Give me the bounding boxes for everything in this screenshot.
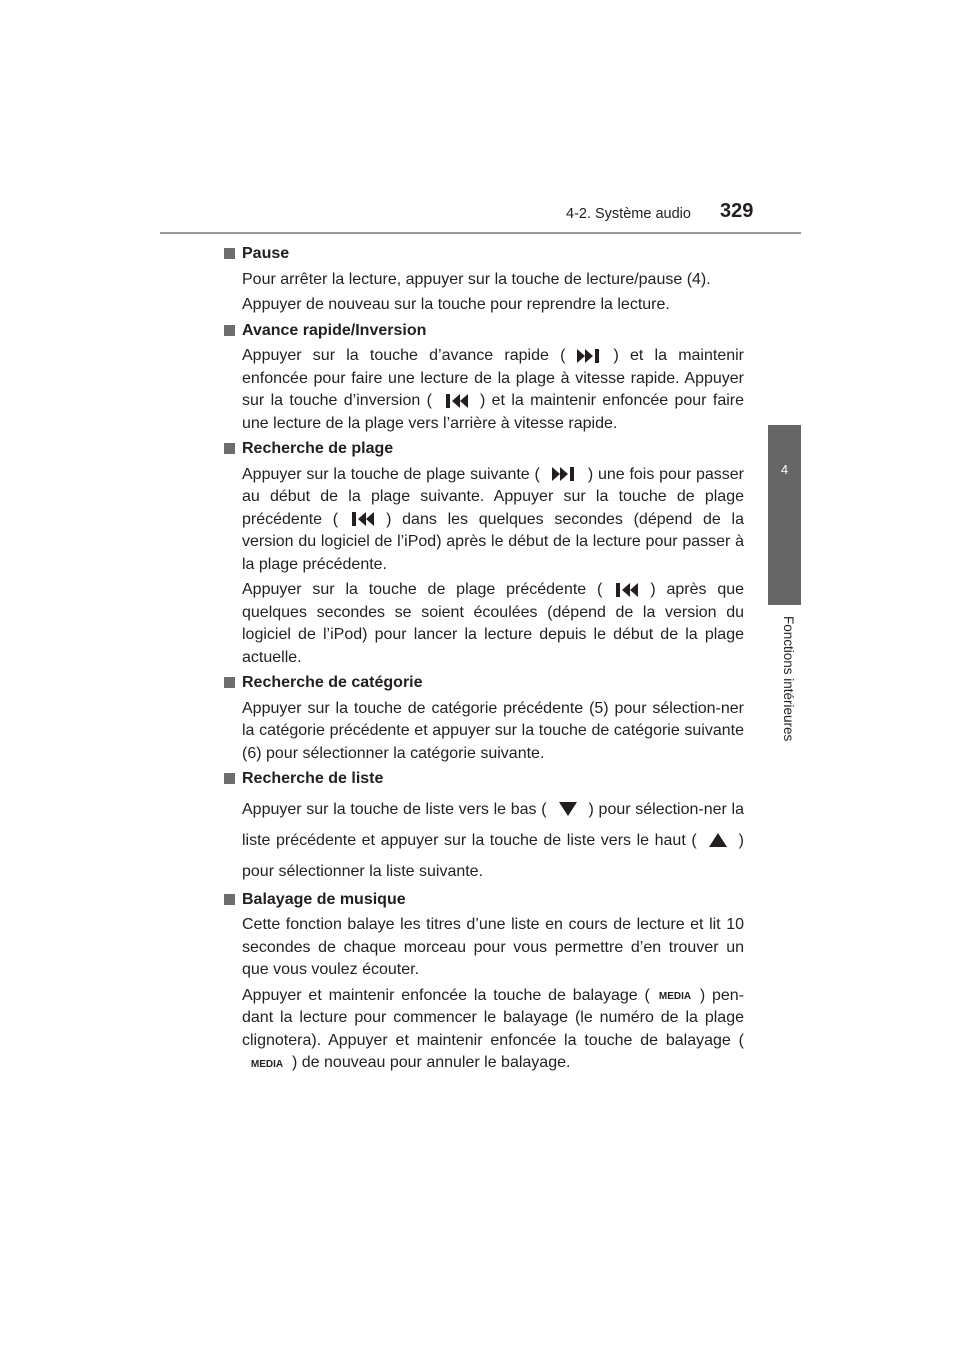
section-category-search <box>222 672 744 765</box>
paragraph: Pour arrêter la lecture, appuyer sur la touche de lecture/pause (4). <box>242 270 711 288</box>
skip-back-icon <box>614 582 638 598</box>
section-heading: Pause <box>222 243 744 266</box>
square-bullet-icon <box>224 894 235 905</box>
triangle-down-icon <box>559 801 577 817</box>
main-content <box>222 243 744 1078</box>
section-title: 4-2. Système audio <box>566 206 691 222</box>
section-music-scan <box>222 889 744 1075</box>
paragraph: Appuyer et maintenir enfoncée la touche de balayage ( MEDIA ) pen-dant la lecture pour commencer le balayage (le numéro de la plage clignotera). Appuyer et maintenir enfoncée la touche de balayage ( MEDIA ) de nouveau pour annuler le balayage. <box>242 986 745 1071</box>
paragraph: Appuyer sur la touche de plage précédente ( ) après que quelques secondes se soient écoulées (dépend de la version du logiciel de l’iPod) pour lancer la lecture depuis le début de la plage actuelle. <box>242 581 745 666</box>
paragraph: Cette fonction balaye les titres d’une liste en cours de lecture et lit 10 secondes de chaque morceau pour vous permettre d’en trouver un que vous voulez écouter. <box>242 916 744 978</box>
section-heading: Balayage de musique <box>222 889 744 912</box>
page-number: 329 <box>720 200 754 222</box>
section-track-search <box>222 438 744 669</box>
page-header <box>0 0 960 240</box>
section-heading: Recherche de catégorie <box>222 672 744 695</box>
square-bullet-icon <box>224 248 235 259</box>
media-button-icon <box>656 989 694 1001</box>
paragraph: Appuyer sur la touche de plage suivante ( ) une fois pour passer au début de la plage suivante. Appuyer sur la touche de plage précédente ( ) dans les quelques secondes (dépend de la version du logiciel de l’iPod) après le début de la lecture pour passer à la plage précédente. <box>242 465 744 573</box>
square-bullet-icon <box>224 325 235 336</box>
skip-back-icon <box>444 393 468 409</box>
section-fast-forward <box>222 320 744 436</box>
paragraph: Appuyer sur la touche de catégorie précédente (5) pour sélection-ner la catégorie précédente et appuyer sur la touche de catégorie suivante (6) pour sélectionner la catégorie suivante. <box>242 699 744 762</box>
media-button-icon <box>248 1057 286 1069</box>
section-pause <box>222 243 744 317</box>
skip-forward-icon <box>577 348 601 364</box>
square-bullet-icon <box>224 773 235 784</box>
square-bullet-icon <box>224 443 235 454</box>
header-divider <box>160 232 801 234</box>
square-bullet-icon <box>224 677 235 688</box>
section-heading: Recherche de plage <box>222 438 744 461</box>
svg-text:MEDIA: MEDIA <box>658 991 691 1002</box>
chapter-number: 4 <box>780 462 789 477</box>
skip-back-icon <box>350 511 374 527</box>
section-heading: Avance rapide/Inversion <box>222 320 744 343</box>
svg-text:MEDIA: MEDIA <box>250 1058 284 1069</box>
paragraph: Appuyer de nouveau sur la touche pour reprendre la lecture. <box>242 296 670 313</box>
chapter-tab <box>768 425 801 605</box>
paragraph: Appuyer sur la touche d’avance rapide ( ) et la maintenir enfoncée pour faire une lecture de la plage à vitesse rapide. Appuyer sur la touche d’inversion ( ) et la maintenir enfoncée pour faire une lecture de la plage vers l’arrière à vitesse rapide. <box>242 347 744 432</box>
triangle-up-icon <box>709 832 727 848</box>
section-heading: Recherche de liste <box>222 768 744 791</box>
paragraph: Appuyer sur la touche de liste vers le bas ( ) pour sélection-ner la liste précédente et appuyer sur la touche de liste vers le haut ( ) pour sélectionner la liste suivante. <box>242 800 744 880</box>
section-list-search <box>222 768 744 887</box>
chapter-label: Fonctions intérieures <box>781 616 796 742</box>
skip-forward-icon <box>552 466 576 482</box>
